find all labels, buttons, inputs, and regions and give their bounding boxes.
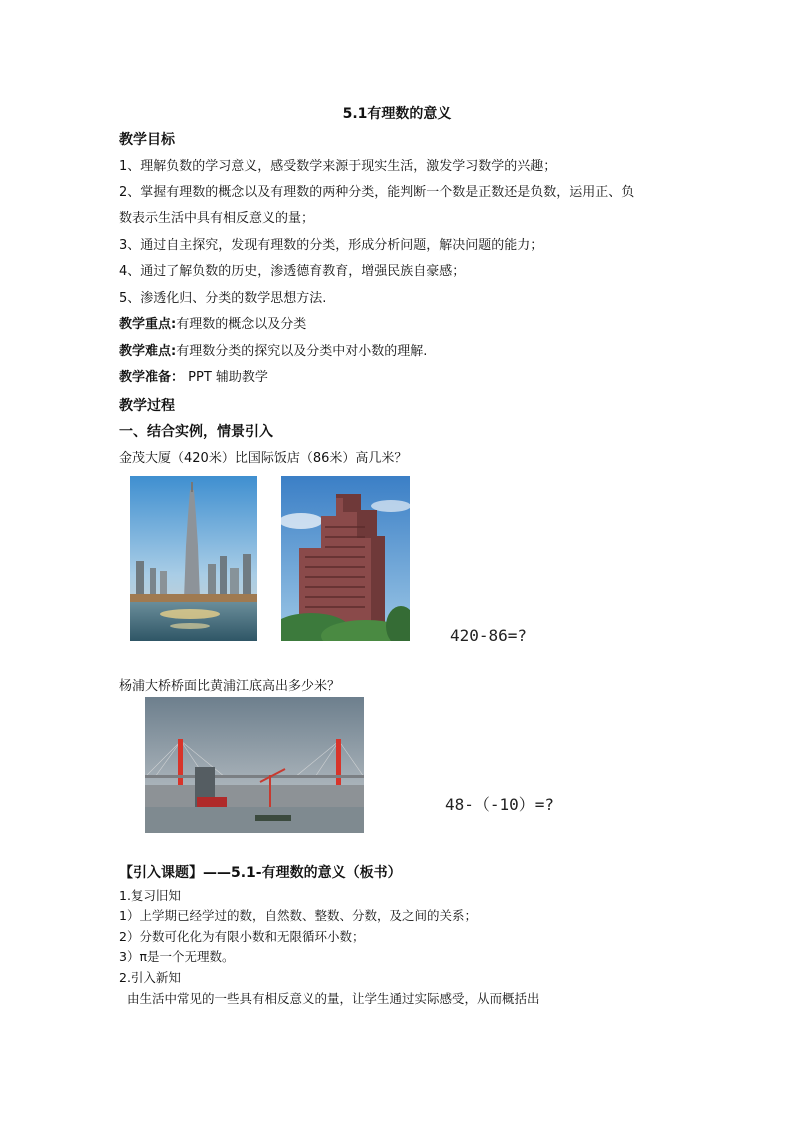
new-knowledge-heading: 2.引入新知: [119, 970, 181, 985]
objectives-heading: 教学目标: [119, 132, 175, 148]
difficulty-label: 教学难点:: [119, 344, 177, 359]
yangpu-bridge-photo: [145, 697, 364, 833]
difficulty-text: 有理数分类的探究以及分类中对小数的理解.: [176, 344, 428, 359]
section1-heading: 一、结合实例，情景引入: [119, 424, 273, 440]
preparation-text: PPT 辅助教学: [184, 370, 268, 385]
objective-item: 3、通过自主探究，发现有理数的分类，形成分析问题，解决问题的能力；: [119, 238, 544, 253]
jinmao-tower-photo: [130, 476, 257, 641]
objective-item: 数表示生活中具有相反意义的量；: [119, 211, 315, 226]
key-point-text: 有理数的概念以及分类: [176, 317, 307, 332]
review-item: 1）上学期已经学过的数，自然数、整数、分数，及之间的关系；: [119, 908, 477, 923]
key-point-label: 教学重点:: [119, 317, 177, 332]
key-point: [119, 316, 306, 334]
international-hotel-photo: [281, 476, 410, 641]
objective-item: 5、渗透化归、分类的数学思想方法.: [119, 291, 327, 306]
question-2: 杨浦大桥桥面比黄浦江底高出多少米？: [119, 679, 341, 694]
equation-2: 48-（-10）=?: [445, 795, 555, 814]
preparation-label: 教学准备：: [119, 370, 185, 385]
difficulty-point: [119, 343, 427, 361]
intro-heading: 【引入课题】——5.1-有理数的意义（板书）: [119, 865, 402, 881]
review-item: 3）π是一个无理数。: [119, 949, 235, 964]
preparation: [119, 369, 268, 387]
review-item: 2）分数可化化为有限小数和无限循环小数；: [119, 929, 365, 944]
new-knowledge-text: 由生活中常见的一些具有相反意义的量，让学生通过实际感受，从而概括出: [127, 991, 540, 1006]
question-1: 金茂大厦（420米）比国际饭店（86米）高几米？: [119, 451, 408, 466]
process-heading: 教学过程: [119, 398, 175, 414]
objective-item: 2、掌握有理数的概念以及有理数的两种分类，能判断一个数是正数还是负数，运用正、负: [119, 185, 635, 200]
objective-item: 1、理解负数的学习意义，感受数学来源于现实生活，激发学习数学的兴趣；: [119, 159, 557, 174]
page-title: 5.1有理数的意义: [342, 106, 452, 122]
equation-1: 420-86=?: [450, 626, 528, 645]
review-heading: 1.复习旧知: [119, 888, 181, 903]
objective-item: 4、通过了解负数的历史，渗透德育教育，增强民族自豪感；: [119, 264, 466, 279]
